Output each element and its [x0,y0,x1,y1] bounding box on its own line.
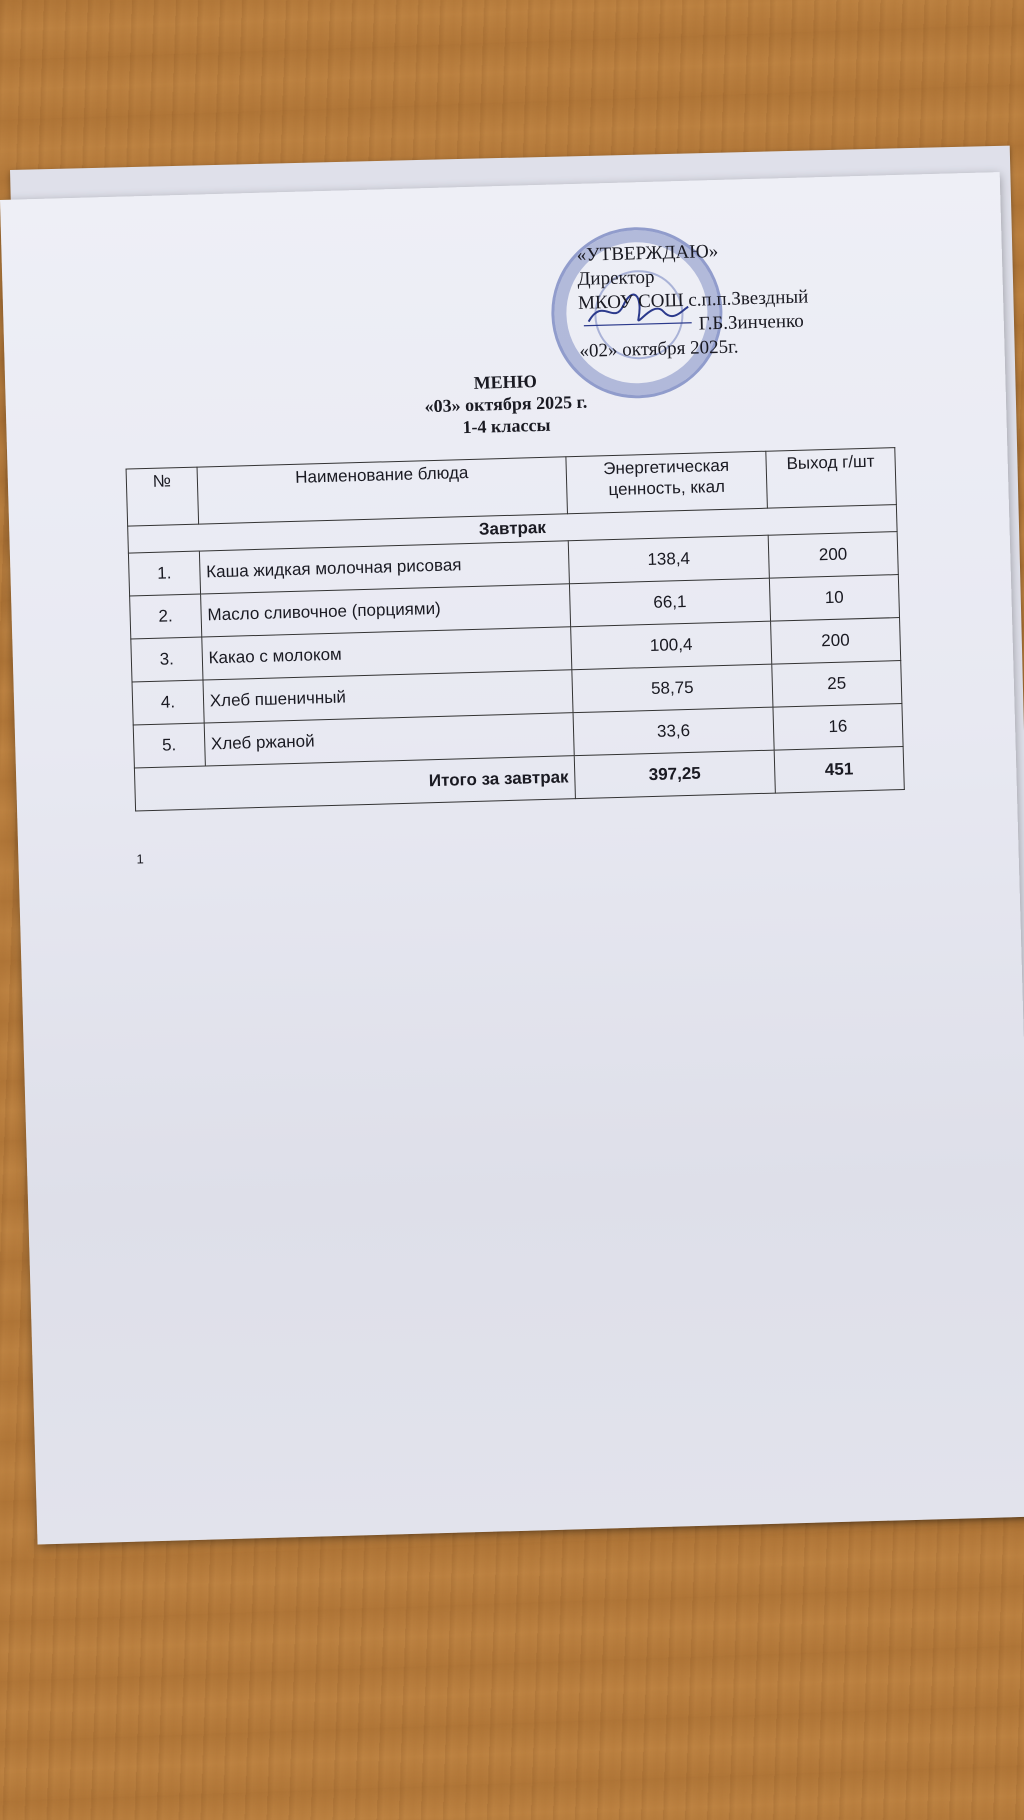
approval-position: Директор [577,266,655,290]
row-dish: Масло сливочное (порциями) [200,584,570,637]
row-yield: 200 [770,618,900,665]
approval-director-name: Г.Б.Зинченко [698,310,805,335]
section-breakfast: Завтрак [128,505,897,553]
row-yield: 25 [771,661,901,708]
row-kcal: 66,1 [570,578,771,627]
approval-date: «02» октября 2025г. [579,336,739,362]
row-kcal: 33,6 [573,707,774,756]
total-yield: 451 [774,746,904,793]
page-number: 1 [136,851,144,867]
header-energy: Энергетическая ценность, ккал [566,451,767,514]
menu-date: «03» октября 2025 г. [424,391,588,417]
row-yield: 200 [768,532,898,579]
row-kcal: 138,4 [568,535,769,584]
row-dish: Хлеб ржаной [204,713,574,766]
approval-block [576,237,810,363]
header-dish-name: Наименование блюда [197,457,568,524]
total-kcal: 397,25 [574,750,775,799]
approval-title: «УТВЕРЖДАЮ» [576,240,719,266]
row-number: 5. [133,723,205,768]
header-yield: Выход г/шт [766,448,897,509]
menu-title: МЕНЮ [473,371,538,393]
row-number: 2. [130,594,202,639]
menu-table [126,447,905,811]
row-number: 4. [132,680,204,725]
row-dish: Каша жидкая молочная рисовая [199,541,569,594]
row-yield: 16 [773,704,903,751]
header-number: № [126,467,198,526]
row-kcal: 58,75 [572,664,773,713]
row-number: 1. [128,551,200,596]
row-kcal: 100,4 [571,621,772,670]
approval-school: МКОУ СОШ с.п.п.Звездный [577,286,809,314]
menu-grades: 1-4 классы [462,414,551,438]
row-yield: 10 [769,575,899,622]
document-sheet [0,172,1024,1544]
total-label: Итого за завтрак [134,756,575,811]
row-number: 3. [131,637,203,682]
row-dish: Какао с молоком [202,627,572,680]
row-dish: Хлеб пшеничный [203,670,573,723]
menu-heading [5,357,1006,451]
